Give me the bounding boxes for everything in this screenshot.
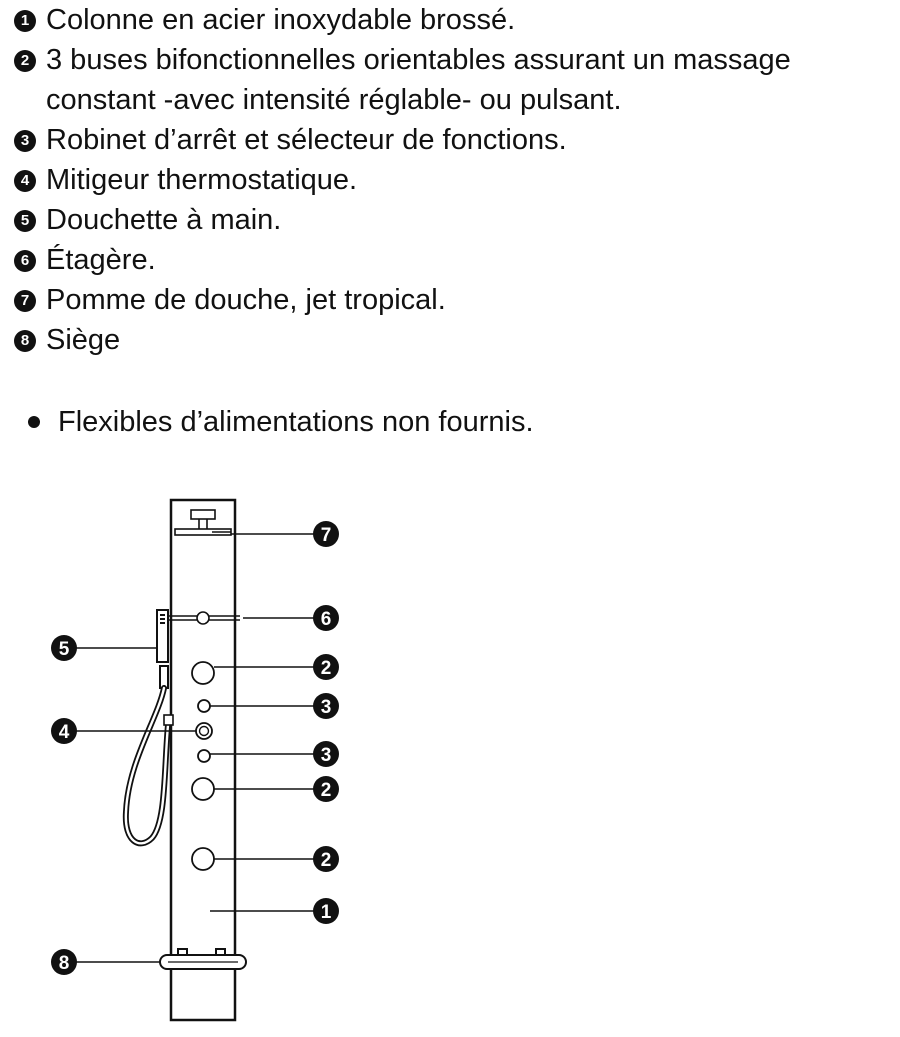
function-selector-knob	[198, 750, 210, 762]
callout-5-label: 5	[58, 639, 70, 660]
legend-item-2	[14, 40, 894, 120]
callout-8	[51, 949, 77, 975]
hose-connector	[164, 715, 173, 725]
callout-4-label: 4	[58, 722, 70, 743]
thermostatic-mixer	[196, 723, 212, 739]
callout-2-middle-label: 2	[320, 780, 332, 801]
hand-shower	[157, 610, 168, 688]
legend-item-text: Robinet d’arrêt et sélecteur de fonctions.	[46, 124, 567, 156]
callout-1-label: 1	[320, 902, 332, 923]
callout-2-upper-label: 2	[320, 658, 332, 679]
massage-jet-middle	[192, 778, 214, 800]
legend-item-7	[14, 280, 894, 320]
callout-3-lower	[313, 741, 339, 767]
note-text: Flexibles d’alimentations non fournis.	[58, 406, 534, 438]
legend-item-3	[14, 120, 894, 160]
legend-item-text: Pomme de douche, jet tropical.	[46, 284, 446, 316]
callout-2-lower-label: 2	[320, 850, 332, 871]
number-3-badge: 3	[14, 130, 36, 152]
callout-8-label: 8	[58, 953, 70, 974]
callout-6-label: 6	[320, 609, 332, 630]
number-4-badge: 4	[14, 170, 36, 192]
legend-item-text: Mitigeur thermostatique.	[46, 164, 358, 196]
massage-jet-upper	[192, 662, 214, 684]
legend-item-4	[14, 160, 894, 200]
number-5-badge: 5	[14, 210, 36, 232]
legend-item-5	[14, 200, 894, 240]
callout-3-upper-label: 3	[320, 697, 332, 718]
callout-6	[313, 605, 339, 631]
number-2-badge: 2	[14, 50, 36, 72]
number-1-badge: 1	[14, 10, 36, 32]
bullet-icon	[28, 416, 40, 428]
callout-3-upper	[313, 693, 339, 719]
massage-jet-lower	[192, 848, 214, 870]
legend-item-6	[14, 240, 894, 280]
legend-item-text: Douchette à main.	[46, 204, 282, 236]
legend-item-text: Siège	[46, 324, 121, 356]
callout-2-middle	[313, 776, 339, 802]
number-7-badge: 7	[14, 290, 36, 312]
callout-3-lower-label: 3	[320, 745, 332, 766]
callout-5	[51, 635, 77, 661]
parts-legend	[14, 0, 894, 360]
callout-4	[51, 718, 77, 744]
shower-column-diagram	[0, 480, 900, 1037]
flexible-hose	[126, 688, 168, 843]
legend-item-text: Colonne en acier inoxydable brossé.	[46, 4, 516, 36]
legend-item-8	[14, 320, 894, 360]
callout-1	[313, 898, 339, 924]
legend-item-text: 3 buses bifonctionnelles orientables assurant un massage constant -avec intensité réglable- ou pulsant.	[46, 44, 791, 116]
stop-valve-knob	[198, 700, 210, 712]
number-8-badge: 8	[14, 330, 36, 352]
legend-item-text: Étagère.	[46, 244, 156, 276]
legend-item-1	[14, 0, 894, 40]
callout-2-upper	[313, 654, 339, 680]
supply-hoses-note	[28, 402, 534, 442]
number-6-badge: 6	[14, 250, 36, 272]
callout-7	[313, 521, 339, 547]
callout-7-label: 7	[320, 525, 332, 546]
callout-2-lower	[313, 846, 339, 872]
